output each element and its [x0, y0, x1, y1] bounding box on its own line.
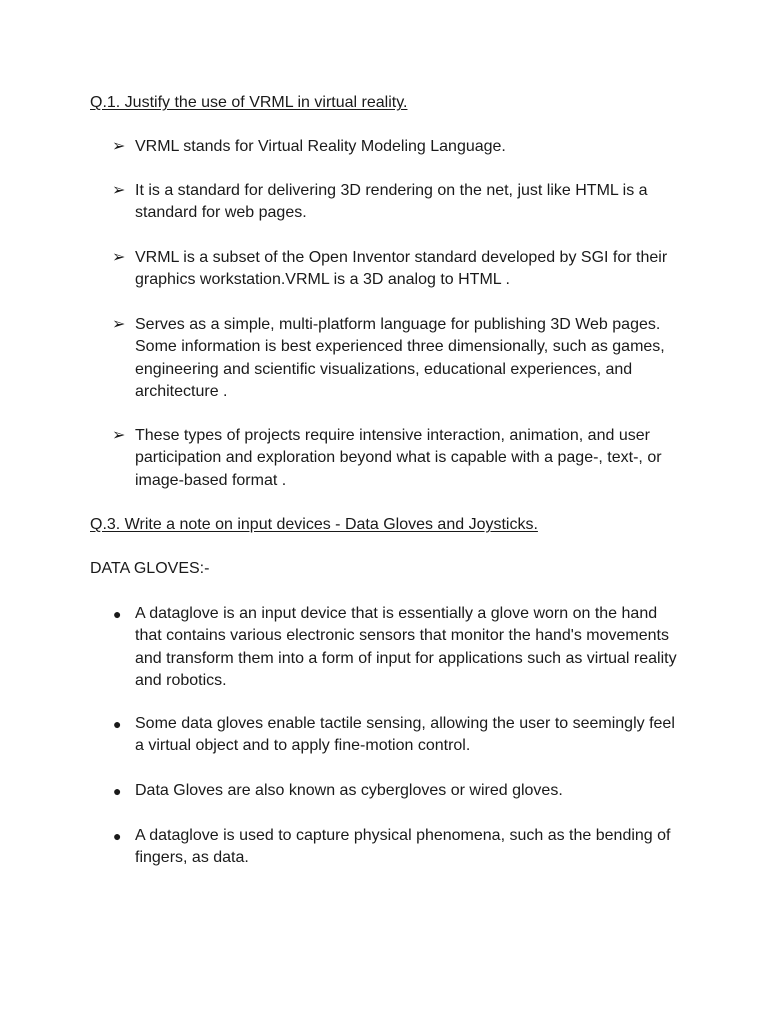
q1-heading: Q.1. Justify the use of VRML in virtual reality. — [90, 94, 408, 111]
bullet-dot-icon: ● — [113, 716, 122, 732]
list-item-text: It is a standard for delivering 3D rendering on the net, just like HTML is a standard for web pages. — [135, 182, 648, 222]
list-item-text: A dataglove is used to capture physical phenomena, such as the bending of fingers, as data. — [135, 827, 671, 867]
bullet-dot-icon: ● — [113, 828, 122, 844]
list-item-text: These types of projects require intensive interaction, animation, and user participation and exploration beyond what is capable with a page-, text-, or image-based format . — [135, 427, 662, 489]
list-item-text: VRML stands for Virtual Reality Modeling Language. — [135, 138, 506, 155]
list-item-text: VRML is a subset of the Open Inventor standard developed by SGI for their graphics workstation.VRML is a 3D analog to HTML . — [135, 249, 668, 289]
list-item-text: Data Gloves are also known as cybergloves or wired gloves. — [135, 782, 563, 799]
list-item-text: Some data gloves enable tactile sensing, allowing the user to seemingly feel a virtual object and to apply fine-motion control. — [135, 715, 675, 755]
data-gloves-subheading: DATA GLOVES:- — [90, 560, 210, 577]
arrow-bullet-icon: ➢ — [112, 249, 126, 266]
arrow-bullet-icon: ➢ — [112, 427, 126, 444]
bullet-dot-icon: ● — [113, 783, 122, 799]
list-item-text: Serves as a simple, multi-platform language for publishing 3D Web pages. Some information is best experienced three dimensionally, such as games, engineering and scientific visualizations, educational experiences, and architecture . — [135, 316, 665, 401]
list-item-text: A dataglove is an input device that is essentially a glove worn on the hand that contains various electronic sensors that monitor the hand's movements and transform them into a form of input for applications such as virtual reality and robotics. — [135, 605, 677, 690]
arrow-bullet-icon: ➢ — [112, 316, 126, 333]
arrow-bullet-icon: ➢ — [112, 138, 126, 155]
bullet-dot-icon: ● — [113, 606, 122, 622]
q3-heading: Q.3. Write a note on input devices - Data Gloves and Joysticks. — [90, 516, 538, 533]
arrow-bullet-icon: ➢ — [112, 182, 126, 199]
